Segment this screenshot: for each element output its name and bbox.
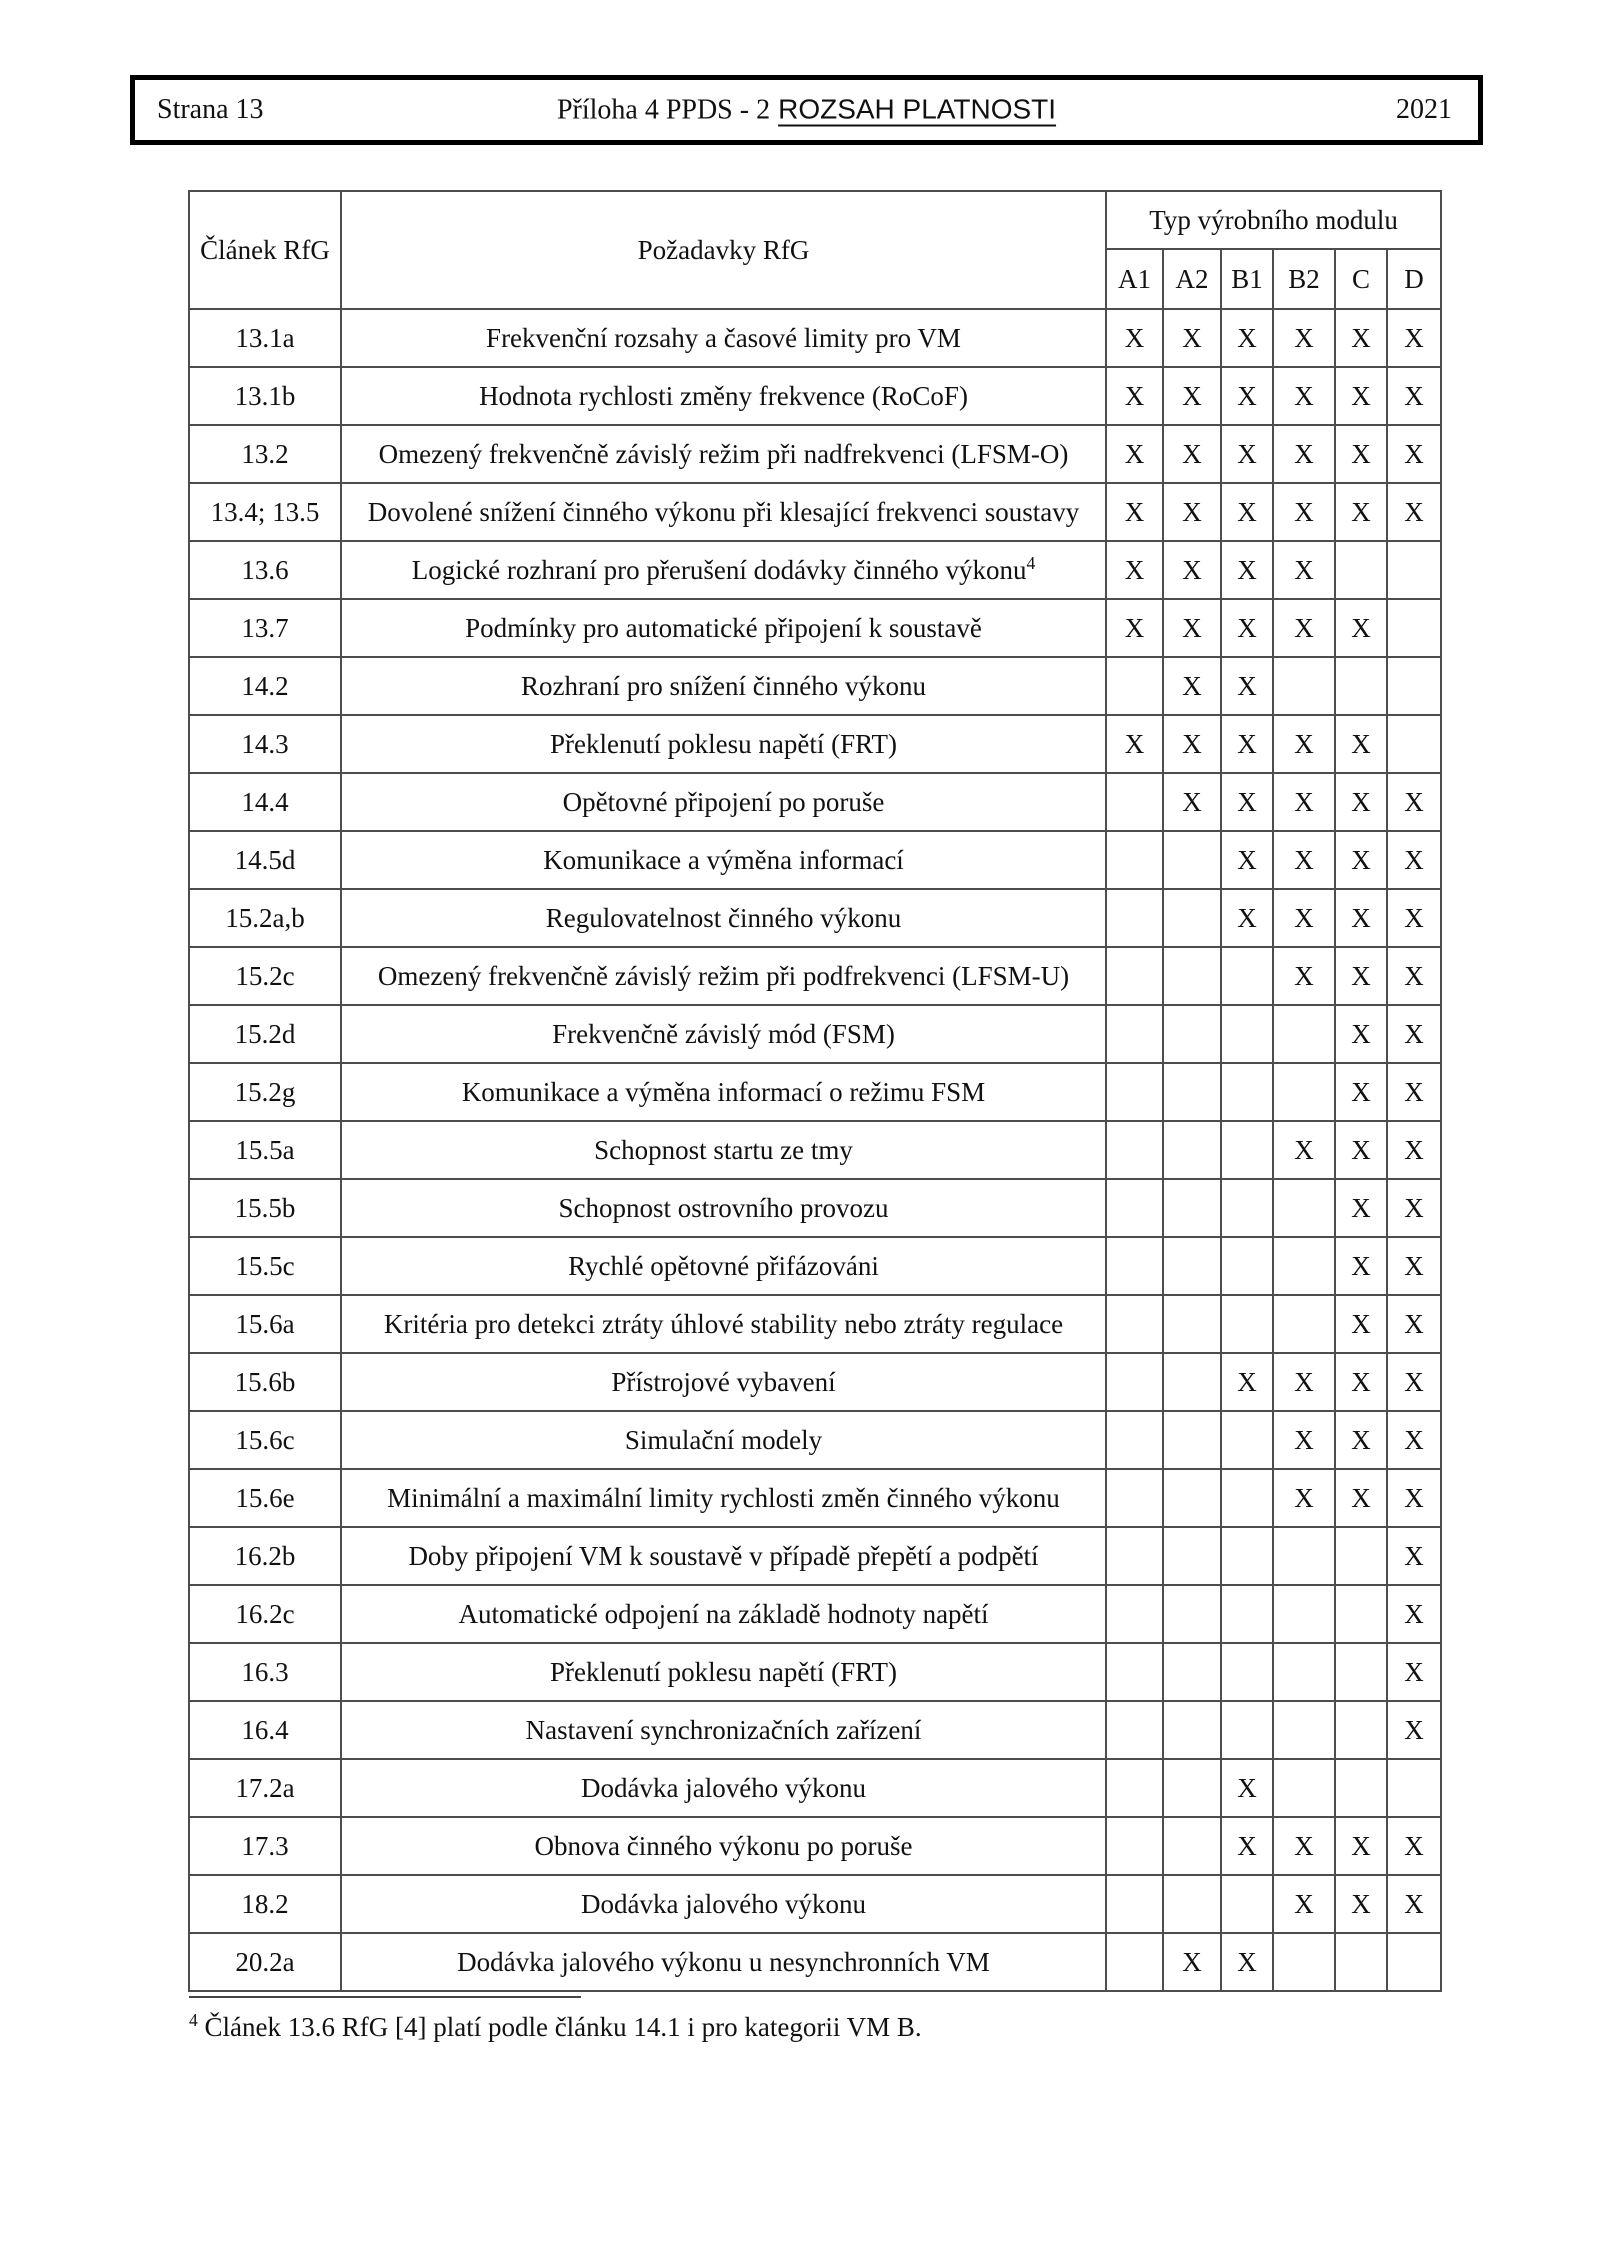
article-cell: 14.5d: [189, 831, 341, 889]
table-row: [189, 1875, 1441, 1933]
requirement-cell: Simulační modely: [341, 1411, 1106, 1469]
mark-cell: X: [1273, 1875, 1335, 1933]
mark-cell: [1106, 1063, 1163, 1121]
column-header-module-c: C: [1335, 249, 1387, 309]
mark-cell: [1163, 1817, 1221, 1875]
mark-cell: X: [1335, 425, 1387, 483]
mark-cell: [1387, 715, 1441, 773]
mark-cell: X: [1163, 309, 1221, 367]
footnote: [189, 1996, 922, 2043]
requirement-cell: Obnova činného výkonu po poruše: [341, 1817, 1106, 1875]
mark-cell: [1387, 1759, 1441, 1817]
mark-cell: [1106, 1759, 1163, 1817]
article-cell: 15.6c: [189, 1411, 341, 1469]
mark-cell: X: [1387, 309, 1441, 367]
article-cell: 20.2a: [189, 1933, 341, 1991]
mark-cell: X: [1335, 947, 1387, 1005]
column-header-article: Článek RfG: [189, 191, 341, 309]
mark-cell: X: [1106, 309, 1163, 367]
article-cell: 16.2c: [189, 1585, 341, 1643]
mark-cell: X: [1335, 599, 1387, 657]
mark-cell: [1273, 1585, 1335, 1643]
requirement-cell: Omezený frekvenčně závislý režim při nadfrekvenci (LFSM-O): [341, 425, 1106, 483]
mark-cell: X: [1335, 1817, 1387, 1875]
requirement-cell: Doby připojení VM k soustavě v případě přepětí a podpětí: [341, 1527, 1106, 1585]
mark-cell: [1221, 1005, 1273, 1063]
table-row: [189, 1759, 1441, 1817]
column-header-module-a2: A2: [1163, 249, 1221, 309]
mark-cell: X: [1221, 773, 1273, 831]
mark-cell: [1106, 1527, 1163, 1585]
table-row: [189, 715, 1441, 773]
table-row: [189, 541, 1441, 599]
mark-cell: X: [1335, 1237, 1387, 1295]
requirement-cell: Přístrojové vybavení: [341, 1353, 1106, 1411]
mark-cell: X: [1335, 1411, 1387, 1469]
page-header-box: [130, 75, 1483, 145]
mark-cell: [1221, 1527, 1273, 1585]
mark-cell: [1163, 1875, 1221, 1933]
mark-cell: X: [1335, 1353, 1387, 1411]
mark-cell: [1106, 831, 1163, 889]
article-cell: 17.2a: [189, 1759, 341, 1817]
mark-cell: X: [1221, 715, 1273, 773]
table-header-row-1: [189, 191, 1441, 249]
mark-cell: X: [1273, 1469, 1335, 1527]
requirement-cell: Podmínky pro automatické připojení k soustavě: [341, 599, 1106, 657]
article-cell: 15.6e: [189, 1469, 341, 1527]
mark-cell: [1273, 1063, 1335, 1121]
requirement-cell: Logické rozhraní pro přerušení dodávky činného výkonu$^4$: [341, 541, 1106, 599]
mark-cell: [1163, 1469, 1221, 1527]
mark-cell: [1163, 1643, 1221, 1701]
mark-cell: X: [1221, 367, 1273, 425]
mark-cell: X: [1221, 831, 1273, 889]
mark-cell: X: [1273, 889, 1335, 947]
table-row: [189, 1237, 1441, 1295]
requirement-cell: Rozhraní pro snížení činného výkonu: [341, 657, 1106, 715]
mark-cell: [1387, 657, 1441, 715]
article-cell: 14.2: [189, 657, 341, 715]
mark-cell: [1387, 599, 1441, 657]
mark-cell: X: [1387, 1353, 1441, 1411]
mark-cell: [1106, 1817, 1163, 1875]
article-cell: 17.3: [189, 1817, 341, 1875]
mark-cell: X: [1335, 1063, 1387, 1121]
mark-cell: [1163, 1005, 1221, 1063]
mark-cell: X: [1221, 541, 1273, 599]
mark-cell: X: [1387, 773, 1441, 831]
mark-cell: X: [1387, 367, 1441, 425]
requirement-cell: Schopnost ostrovního provozu: [341, 1179, 1106, 1237]
mark-cell: [1221, 1585, 1273, 1643]
mark-cell: X: [1106, 715, 1163, 773]
mark-cell: X: [1106, 599, 1163, 657]
mark-cell: X: [1273, 599, 1335, 657]
requirement-cell: Dodávka jalového výkonu: [341, 1875, 1106, 1933]
mark-cell: X: [1387, 1063, 1441, 1121]
mark-cell: [1163, 1179, 1221, 1237]
mark-cell: X: [1387, 1121, 1441, 1179]
mark-cell: [1221, 1121, 1273, 1179]
requirement-cell: Dodávka jalového výkonu u nesynchronních VM: [341, 1933, 1106, 1991]
footnote-marker: 4: [189, 2010, 198, 2030]
mark-cell: [1221, 1063, 1273, 1121]
mark-cell: X: [1335, 889, 1387, 947]
requirement-cell: Dodávka jalového výkonu: [341, 1759, 1106, 1817]
mark-cell: X: [1273, 1121, 1335, 1179]
table-row: [189, 1179, 1441, 1237]
mark-cell: [1221, 1179, 1273, 1237]
article-cell: 13.1a: [189, 309, 341, 367]
mark-cell: X: [1273, 483, 1335, 541]
mark-cell: [1273, 1179, 1335, 1237]
mark-cell: X: [1335, 831, 1387, 889]
table-row: [189, 947, 1441, 1005]
article-cell: 14.4: [189, 773, 341, 831]
document-title-serif: Příloha 4 PPDS - 2: [556, 94, 771, 126]
mark-cell: [1163, 1585, 1221, 1643]
mark-cell: X: [1221, 657, 1273, 715]
mark-cell: X: [1163, 1933, 1221, 1991]
table-row: [189, 1527, 1441, 1585]
mark-cell: X: [1335, 1469, 1387, 1527]
mark-cell: X: [1387, 1643, 1441, 1701]
column-header-module-b2: B2: [1273, 249, 1335, 309]
mark-cell: [1273, 1759, 1335, 1817]
mark-cell: [1273, 1933, 1335, 1991]
mark-cell: X: [1273, 715, 1335, 773]
mark-cell: X: [1387, 1237, 1441, 1295]
table-row: [189, 657, 1441, 715]
mark-cell: X: [1387, 1179, 1441, 1237]
table-row: [189, 483, 1441, 541]
footnote-text: [189, 2012, 922, 2043]
mark-cell: [1106, 1179, 1163, 1237]
mark-cell: [1106, 1469, 1163, 1527]
mark-cell: X: [1387, 1411, 1441, 1469]
mark-cell: X: [1221, 1759, 1273, 1817]
rfg-requirements-table: [188, 190, 1442, 1992]
requirement-cell: Regulovatelnost činného výkonu: [341, 889, 1106, 947]
table-header: [189, 191, 1441, 309]
mark-cell: X: [1387, 1005, 1441, 1063]
table-row: [189, 425, 1441, 483]
mark-cell: [1163, 1121, 1221, 1179]
mark-cell: X: [1273, 947, 1335, 1005]
mark-cell: [1221, 1643, 1273, 1701]
mark-cell: X: [1163, 541, 1221, 599]
mark-cell: X: [1335, 1121, 1387, 1179]
article-cell: 18.2: [189, 1875, 341, 1933]
mark-cell: [1163, 1527, 1221, 1585]
page-number: Strana 13: [157, 94, 264, 125]
mark-cell: [1163, 1353, 1221, 1411]
mark-cell: [1221, 1701, 1273, 1759]
mark-cell: [1335, 1527, 1387, 1585]
mark-cell: X: [1221, 599, 1273, 657]
requirement-cell: Překlenutí poklesu napětí (FRT): [341, 715, 1106, 773]
mark-cell: [1163, 1411, 1221, 1469]
requirement-cell: Frekvenčně závislý mód (FSM): [341, 1005, 1106, 1063]
mark-cell: [1106, 1875, 1163, 1933]
mark-cell: [1273, 1643, 1335, 1701]
article-cell: 13.4; 13.5: [189, 483, 341, 541]
mark-cell: [1335, 1701, 1387, 1759]
mark-cell: [1273, 1005, 1335, 1063]
table-row: [189, 1295, 1441, 1353]
mark-cell: X: [1335, 715, 1387, 773]
mark-cell: X: [1335, 773, 1387, 831]
mark-cell: X: [1106, 483, 1163, 541]
column-group-header-module-type: Typ výrobního modulu: [1106, 191, 1441, 249]
table-row: [189, 1701, 1441, 1759]
table-row: [189, 1585, 1441, 1643]
mark-cell: X: [1273, 1411, 1335, 1469]
mark-cell: X: [1273, 1817, 1335, 1875]
mark-cell: X: [1335, 309, 1387, 367]
table-row: [189, 889, 1441, 947]
table-row: [189, 599, 1441, 657]
table-row: [189, 773, 1441, 831]
mark-cell: [1163, 1063, 1221, 1121]
table-body: [189, 309, 1441, 1991]
mark-cell: [1106, 889, 1163, 947]
mark-cell: [1163, 1759, 1221, 1817]
requirement-cell: Omezený frekvenčně závislý režim při podfrekvenci (LFSM-U): [341, 947, 1106, 1005]
table-row: [189, 1411, 1441, 1469]
mark-cell: X: [1163, 483, 1221, 541]
article-cell: 15.6b: [189, 1353, 341, 1411]
year-label: 2021: [1396, 94, 1452, 125]
mark-cell: [1106, 657, 1163, 715]
article-cell: 15.2d: [189, 1005, 341, 1063]
article-cell: 13.2: [189, 425, 341, 483]
mark-cell: X: [1387, 1585, 1441, 1643]
mark-cell: X: [1106, 425, 1163, 483]
mark-cell: [1335, 541, 1387, 599]
mark-cell: X: [1273, 309, 1335, 367]
mark-cell: X: [1387, 947, 1441, 1005]
table-row: [189, 1121, 1441, 1179]
mark-cell: X: [1387, 1527, 1441, 1585]
document-title: [557, 94, 1056, 127]
mark-cell: X: [1273, 773, 1335, 831]
mark-cell: [1106, 947, 1163, 1005]
footnote-reference: 4: [1026, 552, 1036, 573]
mark-cell: [1106, 1237, 1163, 1295]
mark-cell: [1335, 1643, 1387, 1701]
mark-cell: X: [1106, 541, 1163, 599]
requirement-cell: Komunikace a výměna informací o režimu FSM: [341, 1063, 1106, 1121]
mark-cell: [1106, 1933, 1163, 1991]
article-cell: 15.5c: [189, 1237, 341, 1295]
requirement-cell: Schopnost startu ze tmy: [341, 1121, 1106, 1179]
mark-cell: [1221, 1411, 1273, 1469]
mark-cell: [1387, 1933, 1441, 1991]
mark-cell: [1163, 1295, 1221, 1353]
mark-cell: X: [1221, 309, 1273, 367]
mark-cell: X: [1273, 1353, 1335, 1411]
mark-cell: [1335, 1759, 1387, 1817]
mark-cell: [1387, 541, 1441, 599]
mark-cell: X: [1163, 367, 1221, 425]
mark-cell: X: [1387, 1817, 1441, 1875]
mark-cell: [1273, 1527, 1335, 1585]
mark-cell: [1106, 1643, 1163, 1701]
mark-cell: X: [1387, 1875, 1441, 1933]
mark-cell: [1221, 1295, 1273, 1353]
requirement-cell: Rychlé opětovné přifázováni: [341, 1237, 1106, 1295]
mark-cell: [1221, 1237, 1273, 1295]
article-cell: 15.5b: [189, 1179, 341, 1237]
mark-cell: [1221, 1469, 1273, 1527]
requirement-cell: Nastavení synchronizačních zařízení: [341, 1701, 1106, 1759]
mark-cell: [1163, 889, 1221, 947]
mark-cell: [1335, 1585, 1387, 1643]
requirement-cell: Frekvenční rozsahy a časové limity pro VM: [341, 309, 1106, 367]
article-cell: 13.1b: [189, 367, 341, 425]
table-row: [189, 1353, 1441, 1411]
column-header-module-d: D: [1387, 249, 1441, 309]
mark-cell: [1106, 1585, 1163, 1643]
table-row: [189, 1063, 1441, 1121]
table-row: [189, 1643, 1441, 1701]
mark-cell: X: [1387, 889, 1441, 947]
column-header-module-a1: A1: [1106, 249, 1163, 309]
footnote-separator-line: [189, 1996, 581, 1998]
mark-cell: X: [1273, 425, 1335, 483]
requirement-cell: Opětovné připojení po poruše: [341, 773, 1106, 831]
article-cell: 13.6: [189, 541, 341, 599]
mark-cell: X: [1387, 483, 1441, 541]
requirement-cell: Dovolené snížení činného výkonu při klesající frekvenci soustavy: [341, 483, 1106, 541]
mark-cell: [1273, 657, 1335, 715]
mark-cell: [1273, 1701, 1335, 1759]
article-cell: 16.4: [189, 1701, 341, 1759]
mark-cell: X: [1221, 1933, 1273, 1991]
mark-cell: X: [1387, 1469, 1441, 1527]
mark-cell: [1106, 1295, 1163, 1353]
document-title-sans: ROZSAH PLATNOSTI: [778, 93, 1057, 125]
mark-cell: [1106, 1411, 1163, 1469]
mark-cell: X: [1221, 483, 1273, 541]
requirement-cell: Minimální a maximální limity rychlosti změn činného výkonu: [341, 1469, 1106, 1527]
article-cell: 13.7: [189, 599, 341, 657]
table-row: [189, 309, 1441, 367]
mark-cell: [1106, 1701, 1163, 1759]
mark-cell: X: [1387, 425, 1441, 483]
column-header-module-b1: B1: [1221, 249, 1273, 309]
requirement-cell: Komunikace a výměna informací: [341, 831, 1106, 889]
requirement-cell: Překlenutí poklesu napětí (FRT): [341, 1643, 1106, 1701]
mark-cell: X: [1273, 831, 1335, 889]
requirement-cell: Automatické odpojení na základě hodnoty napětí: [341, 1585, 1106, 1643]
mark-cell: [1106, 1353, 1163, 1411]
mark-cell: X: [1335, 1005, 1387, 1063]
mark-cell: [1163, 1237, 1221, 1295]
mark-cell: X: [1273, 367, 1335, 425]
mark-cell: [1163, 831, 1221, 889]
mark-cell: X: [1335, 367, 1387, 425]
mark-cell: X: [1163, 715, 1221, 773]
column-header-requirement: Požadavky RfG: [341, 191, 1106, 309]
mark-cell: [1106, 1005, 1163, 1063]
table-row: [189, 831, 1441, 889]
mark-cell: X: [1387, 831, 1441, 889]
article-cell: 15.2c: [189, 947, 341, 1005]
mark-cell: X: [1163, 425, 1221, 483]
footnote-body: Článek 13.6 RfG [4] platí podle článku 14.1 i pro kategorii VM B.: [204, 2012, 922, 2042]
article-cell: 15.6a: [189, 1295, 341, 1353]
mark-cell: [1221, 947, 1273, 1005]
mark-cell: [1335, 1933, 1387, 1991]
mark-cell: X: [1387, 1295, 1441, 1353]
mark-cell: X: [1387, 1701, 1441, 1759]
article-cell: 15.2g: [189, 1063, 341, 1121]
mark-cell: X: [1163, 599, 1221, 657]
mark-cell: X: [1221, 425, 1273, 483]
mark-cell: X: [1335, 1179, 1387, 1237]
mark-cell: X: [1163, 773, 1221, 831]
requirement-cell: Kritéria pro detekci ztráty úhlové stability nebo ztráty regulace: [341, 1295, 1106, 1353]
mark-cell: [1106, 1121, 1163, 1179]
article-cell: 16.3: [189, 1643, 341, 1701]
mark-cell: [1273, 1295, 1335, 1353]
article-cell: 16.2b: [189, 1527, 341, 1585]
article-cell: 15.2a,b: [189, 889, 341, 947]
mark-cell: [1163, 947, 1221, 1005]
table-row: [189, 1005, 1441, 1063]
mark-cell: [1335, 657, 1387, 715]
mark-cell: [1221, 1875, 1273, 1933]
mark-cell: [1163, 1701, 1221, 1759]
article-cell: 15.5a: [189, 1121, 341, 1179]
table-row: [189, 367, 1441, 425]
mark-cell: X: [1221, 1353, 1273, 1411]
mark-cell: X: [1335, 1295, 1387, 1353]
mark-cell: X: [1106, 367, 1163, 425]
table-row: [189, 1933, 1441, 1991]
mark-cell: X: [1273, 541, 1335, 599]
mark-cell: X: [1335, 483, 1387, 541]
mark-cell: X: [1221, 1817, 1273, 1875]
requirement-cell: Hodnota rychlosti změny frekvence (RoCoF): [341, 367, 1106, 425]
mark-cell: X: [1335, 1875, 1387, 1933]
table-row: [189, 1817, 1441, 1875]
mark-cell: X: [1163, 657, 1221, 715]
mark-cell: X: [1221, 889, 1273, 947]
article-cell: 14.3: [189, 715, 341, 773]
mark-cell: [1273, 1237, 1335, 1295]
mark-cell: [1106, 773, 1163, 831]
table-row: [189, 1469, 1441, 1527]
